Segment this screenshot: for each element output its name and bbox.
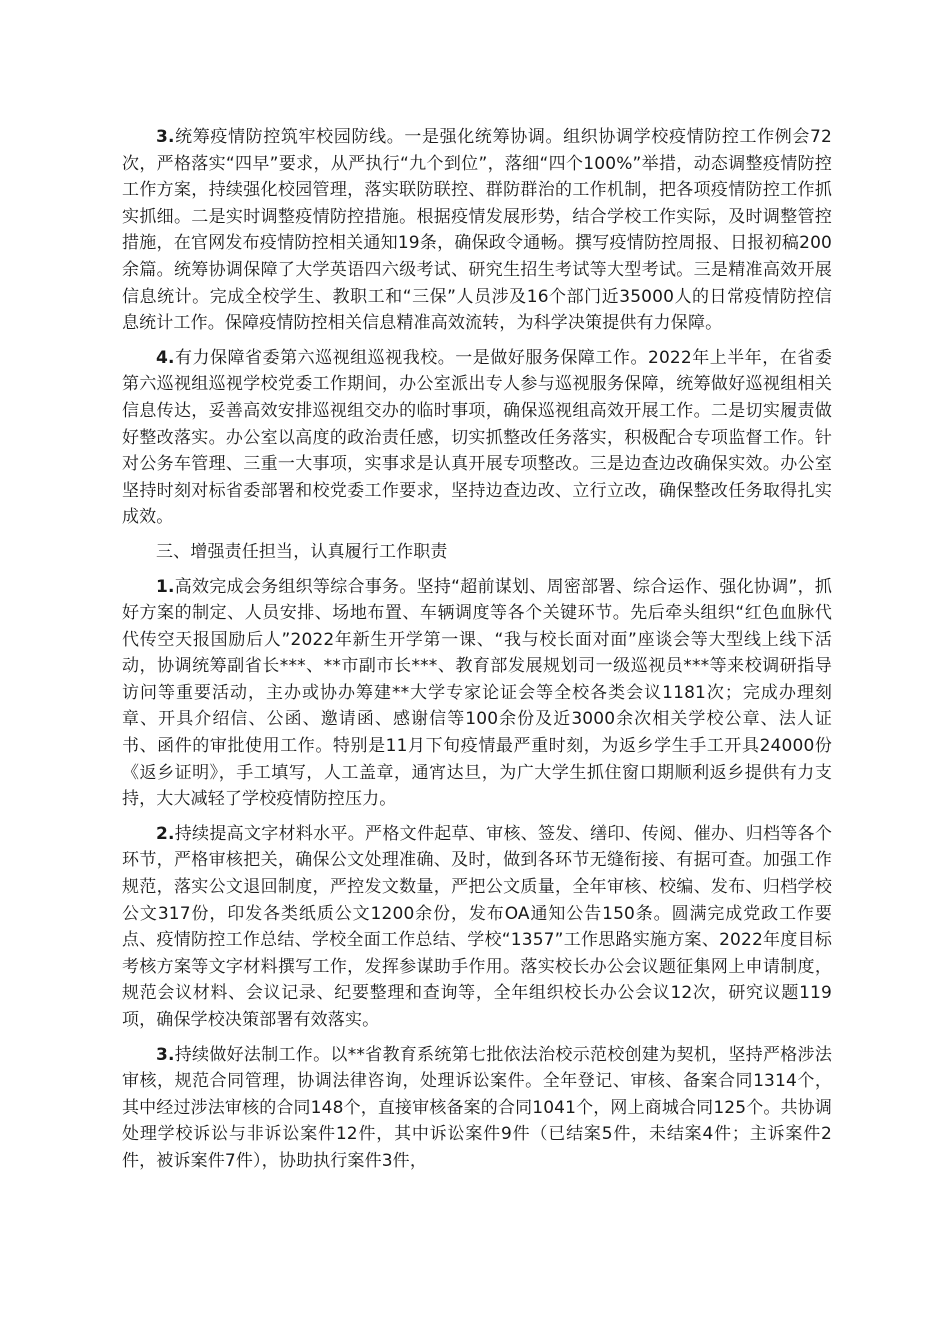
paragraph-legal-work xyxy=(122,1042,832,1175)
paragraph-number: 3. xyxy=(156,1044,175,1065)
paragraph-number: 4. xyxy=(156,347,175,368)
paragraph-inspection-support xyxy=(122,345,832,531)
section-heading: 三、增强责任担当，认真履行工作职责 xyxy=(156,541,448,562)
paragraph-text: 持续提高文字材料水平。严格文件起草、审核、签发、缮印、传阅、催办、归档等各个环节，严格审核把关，确保公文处理准确、及时，做到各环节无缝衔接、有据可查。加强工作规范，落实公文退回制度，严控发文数量，严把公文质量，全年审核、校编、发布、归档学校公文317份，印发各类纸质公文1200余份，发布OA通知公告150条。圆满完成党政工作要点、疫情防控工作总结、学校全面工作总结、学校“1357”工作思路实施方案、2022年度目标考核方案等文字材料撰写工作，发挥参谋助手作用。落实校长办公会议题征集网上申请制度，规范会议材料、会议记录、纪要整理和查询等，全年组织校长办公会议12次，研究议题119项，确保学校决策部署有效落实。 xyxy=(122,823,832,1030)
paragraph-pandemic-control xyxy=(122,124,832,337)
paragraph-number: 1. xyxy=(156,576,175,597)
paragraph-meeting-affairs xyxy=(122,574,832,813)
paragraph-number: 2. xyxy=(156,823,175,844)
paragraph-number: 3. xyxy=(156,127,175,147)
paragraph-text: 持续做好法制工作。以**省教育系统第七批依法治校示范校创建为契机，坚持严格涉法审核，规范合同管理，协调法律咨询，处理诉讼案件。全年登记、审核、备案合同1314个，其中经过涉法审核的合同148个，直接审核备案的合同1041个，网上商城合同125个。共协调处理学校诉讼与非诉讼案件12件，其中诉讼案件9件（已结案5件，未结案4件；主诉案件2件，被诉案件7件），协助执行案件3件， xyxy=(122,1044,832,1171)
document-body xyxy=(122,124,832,1175)
paragraph-text: 统筹疫情防控筑牢校园防线。一是强化统筹协调。组织协调学校疫情防控工作例会72次，严格落实“四早”要求，从严执行“九个到位”，落细“四个100%”举措，动态调整疫情防控工作方案，持续强化校园管理，落实联防联控、群防群治的工作机制，把各项疫情防控工作抓实抓细。二是实时调整疫情防控措施。根据疫情发展形势，结合学校工作实际，及时调整管控措施，在官网发布疫情防控相关通知19条，确保政令通畅。撰写疫情防控周报、日报初稿200余篇。统筹协调保障了大学英语四六级考试、研究生招生考试等大型考试。三是精准高效开展信息统计。完成全校学生、教职工和“三保”人员涉及16个部门近35000人的日常疫情防控信息统计工作。保障疫情防控相关信息精准高效流转，为科学决策提供有力保障。 xyxy=(122,127,832,334)
paragraph-text: 有力保障省委第六巡视组巡视我校。一是做好服务保障工作。2022年上半年，在省委第六巡视组巡视学校党委工作期间，办公室派出专人参与巡视服务保障，统筹做好巡视组相关信息传达，妥善高效安排巡视组交办的临时事项，确保巡视组高效开展工作。二是切实履责做好整改落实。办公室以高度的政治责任感，切实抓整改任务落实，积极配合专项监督工作。针对公务车管理、三重一大事项，实事求是认真开展专项整改。三是边查边改确保实效。办公室坚持时刻对标省委部署和校党委工作要求，坚持边查边改、立行立改，确保整改任务取得扎实成效。 xyxy=(122,347,832,528)
paragraph-document-writing xyxy=(122,821,832,1034)
paragraph-text: 高效完成会务组织等综合事务。坚持“超前谋划、周密部署、综合运作、强化协调”，抓好方案的制定、人员安排、场地布置、车辆调度等各个关键环节。先后牵头组织“红色血脉代代传空天报国励后人”2022年新生开学第一课、“我与校长面对面”座谈会等大型线上线下活动，协调统筹副省长***、**市副市长***、教育部发展规划司一级巡视员***等来校调研指导访问等重要活动，主办或协办筹建**大学专家论证会等全校各类会议1181次；完成办理刻章、开具介绍信、公函、邀请函、感谢信等100余份及近3000余次相关学校公章、法人证书、函件的审批使用工作。特别是11月下旬疫情最严重时刻，为返乡学生手工开具24000份《返乡证明》，手工填写，人工盖章，通宵达旦，为广大学生抓住窗口期顺利返乡提供有力支持，大大减轻了学校疫情防控压力。 xyxy=(122,576,832,810)
